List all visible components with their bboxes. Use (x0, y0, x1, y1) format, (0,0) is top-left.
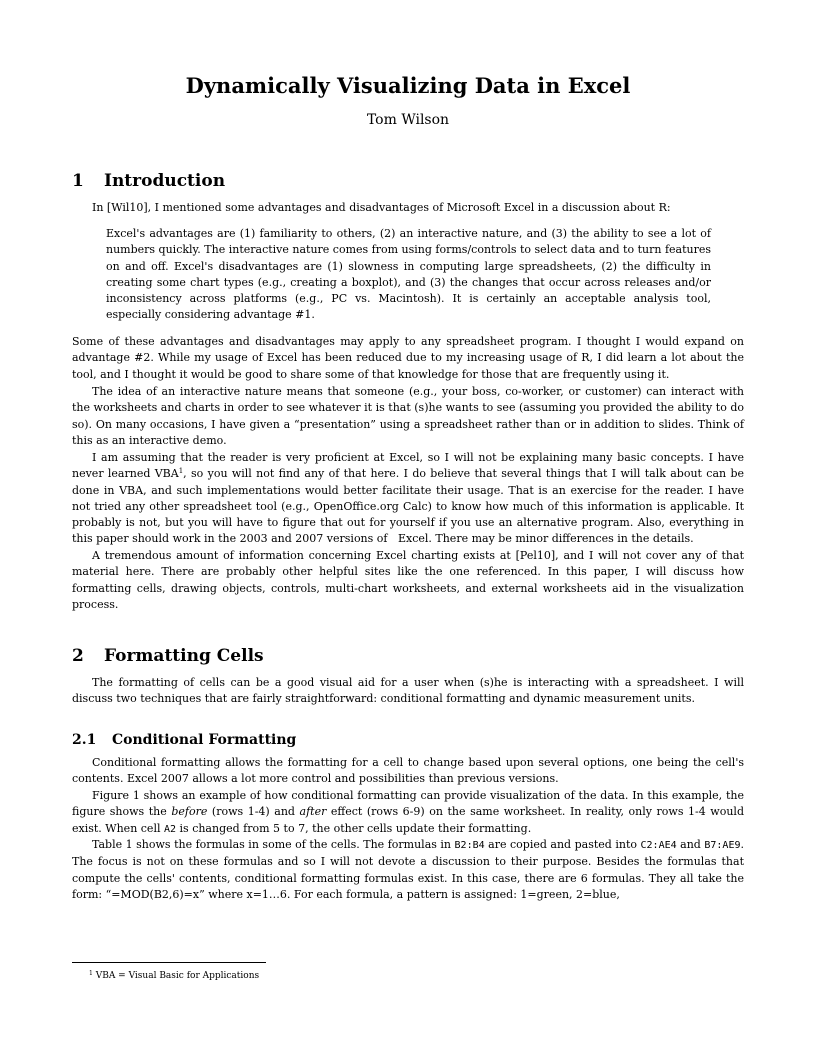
block-quote: Excel's advantages are (1) familiarity to others, (2) an interactive nature, and (3) the ability to see a lot of numbers quickly. The interactive nature comes from using forms/controls to select data and to turn features on and off. Excel's disadvantages are (1) slowness in computing large spreadsheets, (2) the difficulty in creating some chart types (e.g., creating a boxplot), and (3) the changes that occur across releases and/or inconsistency across platforms (e.g., PC vs. Macintosh). It is certainly an acceptable analysis tool, especially considering advantage #1. (106, 227, 711, 322)
footnote-text: VBA = Visual Basic for Applications (95, 971, 260, 981)
section-number: 2 (72, 646, 84, 666)
footnote-separator (72, 962, 266, 963)
intro-paragraph-1: Some of these advantages and disadvantages may apply to any spreadsheet program. I thought I would expand on advantage #2. While my usage of Excel has been reduced due to my increasing usage of R, I did learn a lot about the tool, and I thought it would be good to share some of that knowledge for those that are frequently using it. (72, 335, 744, 381)
paper-title: Dynamically Visualizing Data in Excel (185, 73, 631, 98)
cell-range: C2:AE4 (640, 840, 677, 851)
conditional-paragraph-2: Figure 1 shows an example of how conditional formatting can provide visualization of the data. In this example, the figure shows the before (rows 1-4) and after effect (rows 6-9) on the same worksheet. In reality, only rows 1-4 would exist. When cell A2 is changed from 5 to 7, the other cells update their formatting. (72, 789, 744, 835)
cell-reference: A2 (163, 823, 177, 835)
cell-range: B2:B4 (454, 840, 485, 851)
intro-paragraph-2: The idea of an interactive nature means that someone (e.g., your boss, co-worker, or customer) can interact with the worksheets and charts in order to see whatever it is that (s)he wants to see (assuming you provided the ability to do so). On many occasions, I have given a “presentation” using a spreadsheet rather than or in addition to slides. Think of this as an interactive demo. (72, 385, 744, 447)
subsection-number: 2.1 (72, 732, 97, 748)
footnote-mark: 1 (89, 970, 93, 977)
cell-range: B7:AE9 (704, 840, 741, 851)
subsection-title: Conditional Formatting (112, 732, 297, 748)
intro-lead-paragraph: In [Wil10], I mentioned some advantages and disadvantages of Microsoft Excel in a discussion about R: (92, 201, 671, 214)
section-number: 1 (72, 171, 84, 191)
section-heading-formatting-cells (72, 645, 264, 667)
section-title: Introduction (104, 171, 226, 191)
footnote (89, 970, 259, 983)
subsection-heading-conditional-formatting (72, 730, 296, 750)
section-heading-introduction (72, 170, 225, 192)
section-title: Formatting Cells (104, 646, 264, 666)
intro-paragraph-4: A tremendous amount of information concerning Excel charting exists at [Pel10], and I will not cover any of that material here. There are probably other helpful sites like the one referenced. In this paper, I will discuss how formatting cells, drawing objects, controls, multi-chart worksheets, and external worksheets aid in the visualization process. (72, 549, 744, 611)
intro-paragraph-3: I am assuming that the reader is very proficient at Excel, so I will not be explaining many basic concepts. I have never learned VBA$^1$, so you will not find any of that here. I do believe that several things that I will talk about can be done in VBA, and such implementations would better facilitate their usage. That is an exercise for the reader. I have not tried any other spreadsheet tool (e.g., OpenOffice.org Calc) to know how much of this information is applicable. It probably is not, but you will have to figure that out for yourself if you use an alternative program. Also, everything in this paper should work in the 2003 and 2007 versions of Excel. There may be minor differences in the details. (72, 451, 744, 546)
paper-author: Tom Wilson (366, 112, 450, 128)
footnote-reference: 1 (178, 467, 184, 476)
conditional-paragraph-1: Conditional formatting allows the formatting for a cell to change based upon several options, one being the cell's contents. Excel 2007 allows a lot more control and possibilities than previous versions. (72, 756, 744, 786)
conditional-paragraph-3: Table 1 shows the formulas in some of the cells. The formulas in B2:B4 are copied and pasted into C2:AE4 and B7:AE9. The focus is not on these formulas and so I will not devote a discussion to their purpose. Besides the formulas that compute the cells' contents, conditional formatting formulas exist. In this case, there are 6 formulas. They all take the form: “=MOD(B2,6)=x” where x=1…6. For each formula, a pattern is assigned: 1=green, 2=blue, (72, 838, 744, 901)
formatting-paragraph-1: The formatting of cells can be a good visual aid for a user when (s)he is interacting with a spreadsheet. I will discuss two techniques that are fairly straightforward: conditional formatting and dynamic measurement units. (72, 676, 744, 706)
